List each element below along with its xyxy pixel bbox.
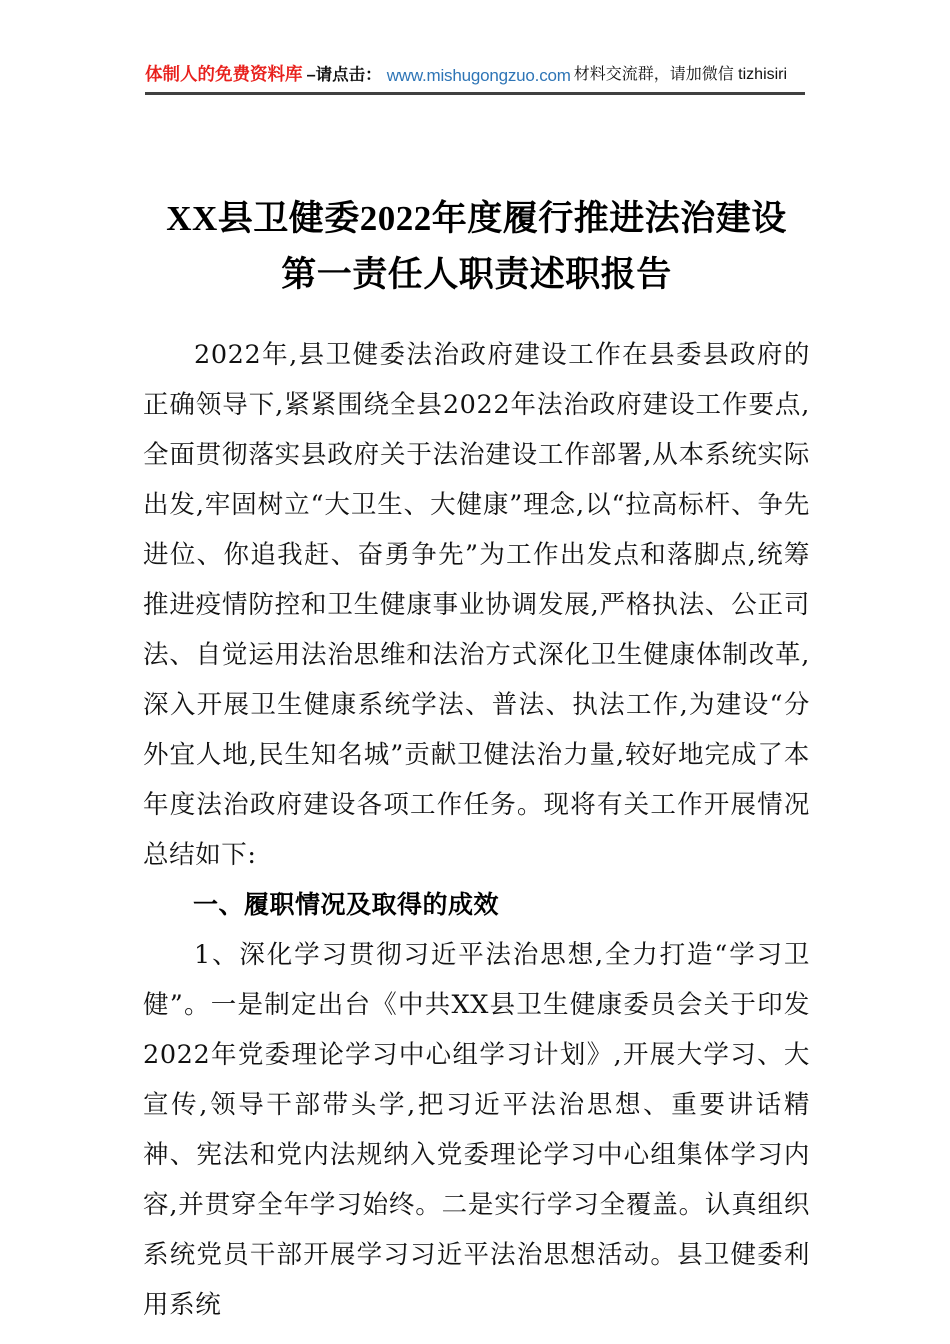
paragraph-intro: 2022年,县卫健委法治政府建设工作在县委县政府的正确领导下,紧紧围绕全县2022年法治政府建设工作要点,全面贯彻落实县政府关于法治建设工作部署,从本系统实际出发,牢固树立“大卫生、大健康”理念,以“拉高标杆、争先进位、你追我赶、奋勇争先”为工作出发点和落脚点,统筹推进疫情防控和卫生健康事业协调发展,严格执法、公正司法、自觉运用法治思维和法治方式深化卫生健康体制改革,深入开展卫生健康系统学法、普法、执法工作,为建设“分外宜人地,民生知名城”贡献卫健法治力量,较好地完成了本年度法治政府建设各项工作任务。现将有关工作开展情况总结如下: [143, 340, 810, 870]
document-body [143, 330, 810, 1330]
document-title-line-1: XX县卫健委2022年度履行推进法治建设 [166, 199, 787, 239]
section-heading-1: 一、履职情况及取得的成效 [193, 891, 500, 919]
promo-header-banner [145, 58, 805, 92]
document-title-line-2: 第一责任人职责述职报告 [281, 255, 672, 295]
promo-click-prompt: –请点击： [306, 65, 382, 84]
document-title [143, 191, 810, 303]
header-divider-rule [145, 92, 805, 95]
promo-brand-label: 体制人的免费资料库 [145, 64, 303, 85]
promo-url-link[interactable]: www.mishugongzuo.com [386, 65, 571, 85]
paragraph-item-1: 1、深化学习贯彻习近平法治思想,全力打造“学习卫健”。一是制定出台《中共XX县卫生健康委员会关于印发2022年党委理论学习中心组学习计划》,开展大学习、大宣传,领导干部带头学,把习近平法治思想、重要讲话精神、宪法和党内法规纳入党委理论学习中心组集体学习内容,并贯穿全年学习始终。二是实行学习全覆盖。认真组织系统党员干部开展学习习近平法治思想活动。县卫健委利用系统 [143, 940, 810, 1320]
promo-wechat-label: 材料交流群，请加微信 tizhisiri [573, 66, 788, 83]
